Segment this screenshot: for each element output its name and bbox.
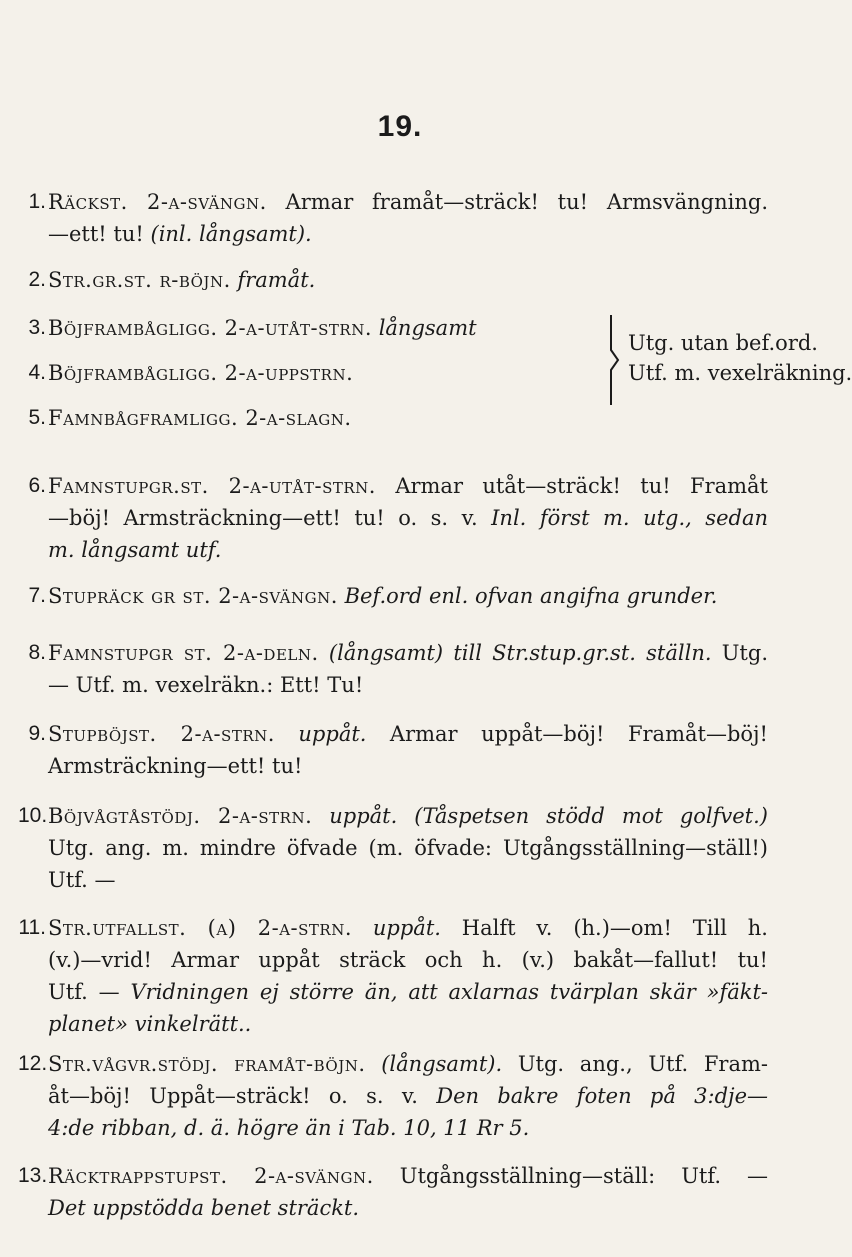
entry-number: 13. [18, 1164, 48, 1187]
entry-number: 2. [28, 268, 46, 291]
entry-number: 6. [28, 474, 46, 497]
entry-line [48, 718, 768, 750]
entry-line [48, 534, 768, 566]
entry-line [48, 1048, 768, 1080]
entry-line [48, 502, 768, 534]
exercise-entry-11 [18, 912, 768, 1040]
brace-note-line: Utf. m. vexelräkning. [628, 361, 852, 385]
entry-line [48, 186, 768, 218]
exercise-name: Str.utfallst. (a) 2-a-strn. [48, 916, 353, 940]
instruction-text: Utg. ang., Utf. Fram- [502, 1052, 768, 1076]
instruction-text: Utf. — [48, 980, 131, 1004]
brace-group [48, 285, 852, 415]
page-number: 19. [377, 110, 423, 143]
italic-note: uppåt. [274, 722, 367, 746]
entry-line [48, 637, 768, 669]
italic-note: Bef.ord enl. ofvan angifna grunder. [337, 584, 718, 608]
exercise-name: Famnbågframligg. 2-a-slagn. [48, 406, 352, 430]
exercise-name: Famnstupgr st. 2-a-deln. [48, 641, 319, 665]
italic-note: uppåt. [352, 916, 441, 940]
italic-note: Inl. först m. utg., sedan [491, 506, 768, 530]
entry-number: 4. [28, 361, 46, 384]
italic-note: långsamt [372, 316, 477, 340]
entry-line [48, 1192, 768, 1224]
italic-note: planet» vinkelrätt.. [48, 1012, 252, 1036]
entry-line [48, 669, 768, 701]
entry-line [48, 1112, 768, 1144]
right-brace-icon [608, 315, 622, 405]
instruction-text: Armar utåt—sträck! tu! Framåt [375, 474, 769, 498]
exercise-entry-7 [28, 580, 768, 612]
instruction-text: Armar framåt—sträck! tu! Armsvängning. [266, 190, 768, 214]
exercise-entry-8 [28, 637, 768, 701]
italic-note: (inl. långsamt). [150, 222, 312, 246]
italic-note: Det uppstödda benet sträckt. [48, 1196, 360, 1220]
instruction-text: (v.)—vrid! Armar uppåt sträck och h. (v.) bakåt—fallut! tu! [48, 948, 768, 972]
entry-number: 8. [28, 641, 46, 664]
italic-note: framåt. [230, 268, 316, 292]
exercise-entry-9 [28, 718, 768, 782]
entry-line [48, 976, 768, 1008]
instruction-text: Utf. — [48, 868, 116, 892]
italic-note: (långsamt) till Str.stup.gr.st. ställn. [318, 641, 712, 665]
entry-line [48, 800, 768, 832]
exercise-name: Str.vågvr.stödj. framåt-böjn. [48, 1052, 366, 1076]
italic-note: Den bakre foten på 3:dje— [436, 1084, 768, 1108]
exercise-name: Räcktrappstupst. 2-a-svängn. [48, 1164, 374, 1188]
exercise-name: Böjframbågligg. 2-a-uppstrn. [48, 361, 354, 385]
entry-number: 11. [18, 916, 46, 939]
instruction-text: Halft v. (h.)—om! Till h. [440, 916, 768, 940]
instruction-text: Utg. ang. m. mindre öfvade (m. öfvade: Utgångsställning—ställ!) [48, 836, 768, 860]
entry-line [48, 218, 768, 250]
entry-number: 7. [28, 584, 46, 607]
entry-number: 10. [18, 804, 48, 827]
entry-number: 3. [28, 316, 46, 339]
exercise-entry-6 [28, 470, 769, 566]
entry-line [48, 750, 768, 782]
entry-line [48, 1160, 768, 1192]
exercise-entry-1 [28, 186, 768, 250]
entry-number: 5. [28, 406, 46, 429]
italic-note: uppåt. (Tåspetsen stödd mot golfvet.) [312, 804, 768, 828]
entry-number: 9. [28, 722, 46, 745]
instruction-text: —böj! Armsträckning—ett! tu! o. s. v. [48, 506, 492, 530]
exercise-entry-13 [18, 1160, 768, 1224]
entry-line [48, 580, 768, 612]
italic-note: Vridningen ej större än, att axlarnas tvärplan skär »fäkt- [130, 980, 768, 1004]
entry-line [48, 832, 768, 864]
exercise-entry-10 [18, 800, 768, 896]
entry-line [48, 1080, 768, 1112]
exercise-entry-12 [18, 1048, 768, 1144]
entry-number: 12. [18, 1052, 48, 1075]
entry-line [48, 864, 768, 896]
italic-note: m. långsamt utf. [48, 538, 222, 562]
exercise-name: Böjframbågligg. 2-a-utåt-strn. [48, 316, 373, 340]
entry-number: 1. [28, 190, 46, 213]
italic-note: 4:de ribban, d. ä. högre än i Tab. 10, 11 Rr 5. [48, 1116, 530, 1140]
instruction-text: Utg. [711, 641, 768, 665]
entry-line [48, 944, 768, 976]
instruction-text: Armsträckning—ett! tu! [48, 754, 303, 778]
entry-line [48, 470, 768, 502]
exercise-name: Böjvågtåstödj. 2-a-strn. [48, 804, 313, 828]
instruction-text: — Utf. m. vexelräkn.: Ett! Tu! [48, 673, 364, 697]
italic-note: (långsamt). [365, 1052, 503, 1076]
exercise-name: Famnstupgr.st. 2-a-utåt-strn. [48, 474, 376, 498]
instruction-text: Utgångsställning—ställ: Utf. — [373, 1164, 768, 1188]
brace-note-line: Utg. utan bef.ord. [628, 331, 818, 355]
instruction-text: —ett! tu! [48, 222, 151, 246]
entry-line [48, 912, 768, 944]
entry-line [48, 1008, 768, 1040]
instruction-text: åt—böj! Uppåt—sträck! o. s. v. [48, 1084, 437, 1108]
exercise-name: Str.gr.st. r-böjn. [48, 268, 231, 292]
exercise-name: Stupböjst. 2-a-strn. [48, 722, 275, 746]
brace-note [628, 328, 852, 388]
exercise-name: Räckst. 2-a-svängn. [48, 190, 267, 214]
exercise-name: Stupräck gr st. 2-a-svängn. [48, 584, 338, 608]
instruction-text: Armar uppåt—böj! Framåt—böj! [366, 722, 768, 746]
